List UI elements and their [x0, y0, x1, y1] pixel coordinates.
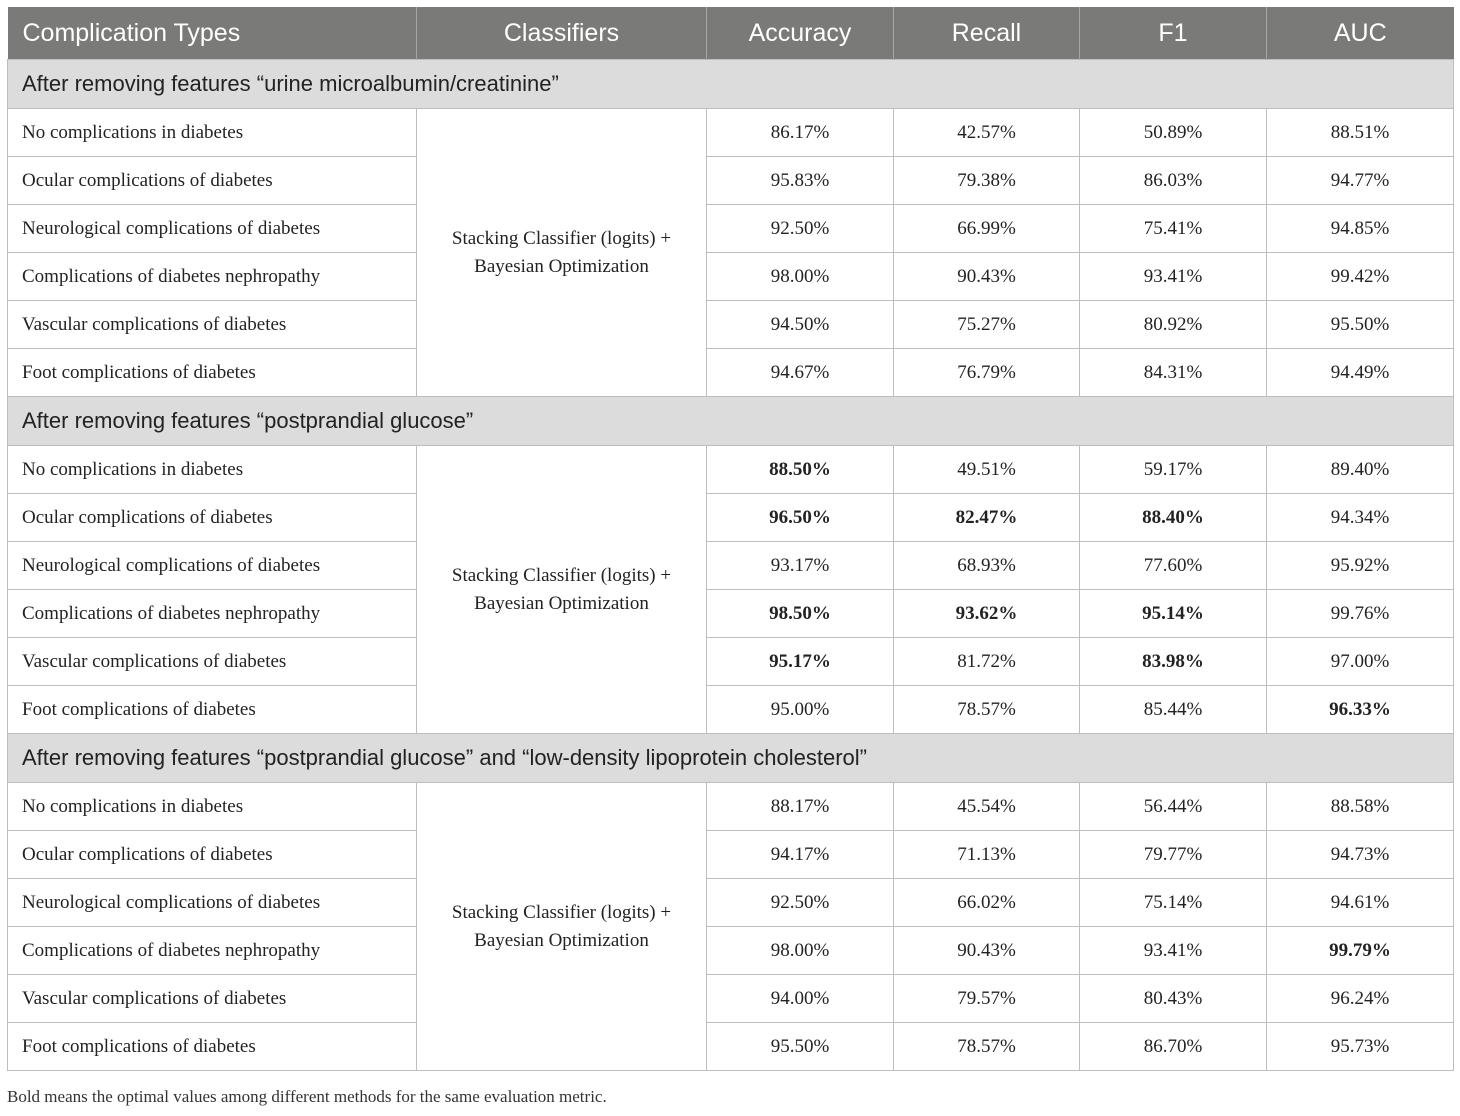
table-row: [8, 927, 1454, 975]
table-row: [8, 542, 1454, 590]
header-complication-types: Complication Types: [8, 7, 417, 60]
section-header-row: [8, 734, 1454, 783]
recall-value-cell: 93.62%: [894, 590, 1080, 638]
recall-value-cell: 78.57%: [894, 1023, 1080, 1071]
recall-value-cell: 66.02%: [894, 879, 1080, 927]
section-header-row: [8, 60, 1454, 109]
complication-type-cell: Foot complications of diabetes: [8, 1023, 417, 1071]
complication-type-cell: Complications of diabetes nephropathy: [8, 253, 417, 301]
classifier-cell: Stacking Classifier (logits) + Bayesian Optimization: [417, 783, 707, 1071]
auc-value-cell: 94.85%: [1267, 205, 1454, 253]
table-row: [8, 831, 1454, 879]
accuracy-value-cell: 95.00%: [707, 686, 894, 734]
header-accuracy: Accuracy: [707, 7, 894, 60]
complication-type-cell: Neurological complications of diabetes: [8, 542, 417, 590]
f1-value-cell: 83.98%: [1080, 638, 1267, 686]
accuracy-value-cell: 86.17%: [707, 109, 894, 157]
complication-type-cell: No complications in diabetes: [8, 109, 417, 157]
header-recall: Recall: [894, 7, 1080, 60]
table-row: [8, 109, 1454, 157]
section-title: After removing features “urine microalbumin/creatinine”: [8, 60, 1454, 109]
table-row: [8, 590, 1454, 638]
table-row: [8, 638, 1454, 686]
table-row: [8, 783, 1454, 831]
recall-value-cell: 79.38%: [894, 157, 1080, 205]
f1-value-cell: 56.44%: [1080, 783, 1267, 831]
table-row: [8, 205, 1454, 253]
header-row: [8, 7, 1454, 60]
f1-value-cell: 75.14%: [1080, 879, 1267, 927]
section-header-row: [8, 397, 1454, 446]
table-row: [8, 253, 1454, 301]
accuracy-value-cell: 96.50%: [707, 494, 894, 542]
section-title: After removing features “postprandial glucose” and “low-density lipoprotein cholesterol”: [8, 734, 1454, 783]
complication-type-cell: Ocular complications of diabetes: [8, 494, 417, 542]
table-row: [8, 1023, 1454, 1071]
table-row: [8, 686, 1454, 734]
recall-value-cell: 81.72%: [894, 638, 1080, 686]
accuracy-value-cell: 98.00%: [707, 927, 894, 975]
results-table-container: [7, 7, 1453, 1071]
recall-value-cell: 45.54%: [894, 783, 1080, 831]
f1-value-cell: 80.92%: [1080, 301, 1267, 349]
f1-value-cell: 88.40%: [1080, 494, 1267, 542]
complication-type-cell: Neurological complications of diabetes: [8, 879, 417, 927]
complication-type-cell: Foot complications of diabetes: [8, 686, 417, 734]
complication-type-cell: Neurological complications of diabetes: [8, 205, 417, 253]
table-row: [8, 301, 1454, 349]
auc-value-cell: 96.24%: [1267, 975, 1454, 1023]
complication-type-cell: No complications in diabetes: [8, 783, 417, 831]
section-title: After removing features “postprandial glucose”: [8, 397, 1454, 446]
complication-type-cell: Vascular complications of diabetes: [8, 975, 417, 1023]
accuracy-value-cell: 88.17%: [707, 783, 894, 831]
auc-value-cell: 94.77%: [1267, 157, 1454, 205]
accuracy-value-cell: 93.17%: [707, 542, 894, 590]
auc-value-cell: 95.73%: [1267, 1023, 1454, 1071]
auc-value-cell: 88.51%: [1267, 109, 1454, 157]
f1-value-cell: 86.70%: [1080, 1023, 1267, 1071]
header-auc: AUC: [1267, 7, 1454, 60]
auc-value-cell: 94.49%: [1267, 349, 1454, 397]
recall-value-cell: 82.47%: [894, 494, 1080, 542]
table-row: [8, 494, 1454, 542]
recall-value-cell: 49.51%: [894, 446, 1080, 494]
recall-value-cell: 79.57%: [894, 975, 1080, 1023]
accuracy-value-cell: 95.83%: [707, 157, 894, 205]
f1-value-cell: 75.41%: [1080, 205, 1267, 253]
recall-value-cell: 78.57%: [894, 686, 1080, 734]
table-row: [8, 157, 1454, 205]
results-table: [7, 7, 1454, 1071]
auc-value-cell: 95.92%: [1267, 542, 1454, 590]
complication-type-cell: Vascular complications of diabetes: [8, 638, 417, 686]
auc-value-cell: 97.00%: [1267, 638, 1454, 686]
header-classifiers: Classifiers: [417, 7, 707, 60]
accuracy-value-cell: 98.00%: [707, 253, 894, 301]
complication-type-cell: Foot complications of diabetes: [8, 349, 417, 397]
auc-value-cell: 89.40%: [1267, 446, 1454, 494]
auc-value-cell: 96.33%: [1267, 686, 1454, 734]
auc-value-cell: 99.76%: [1267, 590, 1454, 638]
classifier-cell: Stacking Classifier (logits) + Bayesian Optimization: [417, 109, 707, 397]
f1-value-cell: 85.44%: [1080, 686, 1267, 734]
auc-value-cell: 94.34%: [1267, 494, 1454, 542]
accuracy-value-cell: 94.67%: [707, 349, 894, 397]
auc-value-cell: 94.73%: [1267, 831, 1454, 879]
accuracy-value-cell: 98.50%: [707, 590, 894, 638]
auc-value-cell: 88.58%: [1267, 783, 1454, 831]
table-row: [8, 446, 1454, 494]
accuracy-value-cell: 95.17%: [707, 638, 894, 686]
auc-value-cell: 94.61%: [1267, 879, 1454, 927]
accuracy-value-cell: 88.50%: [707, 446, 894, 494]
classifier-cell: Stacking Classifier (logits) + Bayesian Optimization: [417, 446, 707, 734]
header-f1: F1: [1080, 7, 1267, 60]
accuracy-value-cell: 94.17%: [707, 831, 894, 879]
complication-type-cell: Vascular complications of diabetes: [8, 301, 417, 349]
accuracy-value-cell: 92.50%: [707, 879, 894, 927]
table-row: [8, 879, 1454, 927]
f1-value-cell: 80.43%: [1080, 975, 1267, 1023]
table-footnote: Bold means the optimal values among different methods for the same evaluation metric.: [7, 1087, 607, 1106]
complication-type-cell: Complications of diabetes nephropathy: [8, 590, 417, 638]
recall-value-cell: 75.27%: [894, 301, 1080, 349]
table-row: [8, 349, 1454, 397]
recall-value-cell: 90.43%: [894, 253, 1080, 301]
auc-value-cell: 99.79%: [1267, 927, 1454, 975]
complication-type-cell: Ocular complications of diabetes: [8, 831, 417, 879]
accuracy-value-cell: 94.50%: [707, 301, 894, 349]
f1-value-cell: 93.41%: [1080, 253, 1267, 301]
f1-value-cell: 84.31%: [1080, 349, 1267, 397]
auc-value-cell: 99.42%: [1267, 253, 1454, 301]
accuracy-value-cell: 94.00%: [707, 975, 894, 1023]
f1-value-cell: 59.17%: [1080, 446, 1267, 494]
recall-value-cell: 76.79%: [894, 349, 1080, 397]
table-body: [8, 60, 1454, 1071]
f1-value-cell: 50.89%: [1080, 109, 1267, 157]
complication-type-cell: No complications in diabetes: [8, 446, 417, 494]
accuracy-value-cell: 92.50%: [707, 205, 894, 253]
recall-value-cell: 42.57%: [894, 109, 1080, 157]
accuracy-value-cell: 95.50%: [707, 1023, 894, 1071]
f1-value-cell: 86.03%: [1080, 157, 1267, 205]
recall-value-cell: 66.99%: [894, 205, 1080, 253]
complication-type-cell: Ocular complications of diabetes: [8, 157, 417, 205]
f1-value-cell: 77.60%: [1080, 542, 1267, 590]
auc-value-cell: 95.50%: [1267, 301, 1454, 349]
table-row: [8, 975, 1454, 1023]
recall-value-cell: 68.93%: [894, 542, 1080, 590]
complication-type-cell: Complications of diabetes nephropathy: [8, 927, 417, 975]
f1-value-cell: 93.41%: [1080, 927, 1267, 975]
f1-value-cell: 79.77%: [1080, 831, 1267, 879]
recall-value-cell: 71.13%: [894, 831, 1080, 879]
f1-value-cell: 95.14%: [1080, 590, 1267, 638]
recall-value-cell: 90.43%: [894, 927, 1080, 975]
